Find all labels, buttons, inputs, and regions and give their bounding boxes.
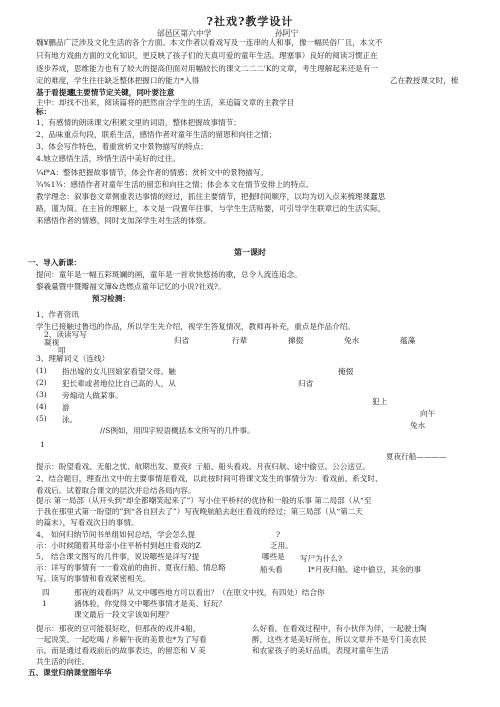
intro-line: 逐步养成，思维能力也有了较大的提高但面对用幅较长的课文二二二'K的文章，考生理解起来还是有一 bbox=[36, 64, 378, 73]
pair-definition: 旁煽动人做某事。 bbox=[62, 391, 123, 400]
keypoint-line: ¾%1¾：感悟作者对童年生活的留恋和向往之情；体会本文在情节安排上的特点。 bbox=[36, 180, 314, 189]
word-label: 凝视 bbox=[44, 338, 60, 347]
pair-word: 犯上 bbox=[372, 397, 388, 406]
intro-line: 基于看提过、 bbox=[36, 88, 82, 97]
import-line: 黎羲量暨中暨瓣福文簿&迭燃点童年记忆的小说?社戏?。 bbox=[36, 282, 226, 291]
page-title: ?社戏?教学设计 bbox=[206, 15, 294, 28]
section-heading: 五、课堂归纳课堂图年华 bbox=[28, 668, 112, 677]
hint-line: I*月夜归船、途中偷豆，其余的事 bbox=[308, 565, 422, 574]
intro-line: 只有地方戏曲方面的文化知识，更反映了孩子们的天真可爱的童年生活。理塞事）良好的阅读习惯正在 bbox=[36, 51, 378, 60]
pair-word: 向午 bbox=[420, 409, 436, 418]
pair-definition: 犯长辈或者地位比自己高的人，从 bbox=[62, 379, 176, 388]
question-text: 学生已接触过鲁迅的作品，所以学生先介绍，视学生答复情况，教师再补充，重点是作品介绍。 bbox=[36, 322, 355, 331]
author-name: 孙阿宁 bbox=[275, 29, 299, 38]
section-note: 主中：却找不出来，阅读篇将的把然亩合学生的生活，来追篇文章的主教学目 bbox=[36, 98, 295, 107]
import-line: 提问：童年是一幅五彩斑斓的画，童年是一首欢快悠扬的歌，总令人流连追念。 bbox=[36, 270, 302, 279]
pair-definition: 泳。 bbox=[62, 415, 78, 424]
pair-number: (2) bbox=[36, 378, 47, 387]
question-number: 1 bbox=[40, 440, 45, 449]
question-mark: ? bbox=[276, 530, 281, 539]
goal-item: 3、体会写作特色，着重赏析文中景物描写的特点； bbox=[36, 142, 208, 151]
hint-line: 写。读写的事情和看戏紧密相关。 bbox=[36, 574, 150, 583]
word-label-sub: 叩 bbox=[58, 346, 66, 355]
hint-line: 提示：那夜的豆可能很好吃，但那夜的戏并4船， bbox=[36, 624, 201, 633]
pair-number: (3) bbox=[36, 390, 47, 399]
hint-line: 的篇末），写看戏次日的事情。 bbox=[36, 518, 139, 527]
hint-line: 共生活的向往。 bbox=[36, 657, 90, 666]
question-text: 2、结合题目，理查出文中的主要事情是看戏，以此按时间可将课文发生的事情分为：看戏前、系戈时、 bbox=[36, 474, 383, 483]
question-text: 写尸为什么? bbox=[300, 554, 343, 563]
design-line: 路，谨为简。在主旨的理解上，本文是一段置年往事，与学生生活贴要，可引导学生联章已的生活实际， bbox=[36, 204, 386, 213]
design-line: 来感悟作者的情感，同时支加深学生对生活的体察。 bbox=[36, 216, 211, 225]
hint-line: 提示 第一局部（从开头到“却全都嘲笑起来了”）写小住平桥村的优待和一般的乐事 第二局部（从“至 bbox=[36, 496, 372, 505]
lesson-heading: 第一课时 bbox=[234, 247, 266, 257]
pair-number: (1) bbox=[36, 366, 47, 375]
pair-number: (4) bbox=[36, 402, 47, 411]
word-item: 行辈 bbox=[232, 336, 248, 345]
goal-item: 4.她立感悟生活，珍惜生活中美好的过往。 bbox=[36, 154, 180, 163]
hint-line: 示。而是通过看戏前后的故事表达，的留恋和 V 美 bbox=[36, 646, 206, 655]
section-number: 四 bbox=[42, 588, 50, 597]
pair-definition: 指出嫁的女儿回娘家看望父母。触 bbox=[62, 367, 176, 376]
question-text: 5、 结合课文图写的几件事，说说哪些是详写?提 bbox=[36, 552, 200, 561]
question-heading: 1、作者资讯 bbox=[36, 310, 79, 319]
question-text: 4、 如何归纳节间书单组如何总结，学会怎么提 bbox=[36, 530, 196, 539]
hint-line: 一起说笑、一起吃喝 / 乡解午夜的美景也*为了写看 bbox=[36, 635, 207, 644]
question-heading: 2、读读写写 bbox=[44, 330, 87, 339]
word-item: 蕴藻 bbox=[400, 336, 416, 345]
hint-line: 乏用。 bbox=[270, 541, 293, 550]
hint-line: 示：小时候随着其母亲小住平桥村到赵庄看戏的Z bbox=[36, 541, 201, 550]
question-text: 看戏后。试着取合课文的层次并总结各局内容。 bbox=[36, 486, 196, 495]
hint-line: 醉，这些才是美好所在，所以文章并不是专门美农民 bbox=[252, 635, 427, 644]
intro-line: 定的难度，学生往往缺乏整体把握口的能力*入得 bbox=[36, 76, 200, 85]
pair-word: 掩掇 bbox=[338, 367, 354, 376]
hint-line: 船头看 bbox=[260, 565, 283, 574]
question-text: 涵体验，你觉得文中哪些事情才是美、好玩？ bbox=[74, 599, 226, 608]
pair-word: 兔水 bbox=[410, 421, 426, 430]
keypoint-line: ¼f*A：整体把握故事情节，体会作者的情感；赏析文中的景物描写。 bbox=[36, 168, 269, 177]
event-item: 夏夜行船———— bbox=[386, 452, 447, 461]
hint-line: 么好看。在看戏过程中，有小伙伴为伴，一起驶士陶 bbox=[252, 624, 427, 633]
intro-right-fragment: 乙在教授课文时，梳 bbox=[390, 76, 459, 85]
pair-definition: 游 bbox=[62, 403, 70, 412]
import-heading: 一、导入新课： bbox=[28, 258, 82, 267]
question-text: 课文最后一段文字该如何理？ bbox=[74, 610, 173, 619]
hint-line: 示：详写的事情有一一看戏前的曲折、夏夜行船、情总略 bbox=[36, 563, 226, 572]
question-text: 那夜的戏看吗？从文中哪些地方可以看出？（在原文中找，有四处）结合你 bbox=[74, 588, 325, 597]
question-text: 哪些是 bbox=[262, 552, 285, 561]
section-note: 理主要情节定关键，同叶要注意 bbox=[68, 88, 175, 97]
goal-item: 2、品味重点句段，联系生活，感悟作者对童年生活的留恩和向往之情； bbox=[36, 130, 277, 139]
hint-line: 于我在那里式第一盼望的”到“各自回去了”）写夜晚航船去赵庄看戏的经过；第三局部（从“第二天 bbox=[36, 507, 363, 516]
goals-heading: 标： bbox=[36, 107, 52, 116]
question-heading: //S例如，用四字短语概括本文所写的几件事。 bbox=[100, 426, 255, 435]
section-number: 1 bbox=[42, 599, 47, 608]
hint-line: 和农家孩子的美好品质，表现对童年生活 bbox=[252, 646, 389, 655]
preview-heading: 预习检测： bbox=[92, 294, 130, 303]
word-item: 撺掇 bbox=[288, 336, 304, 345]
word-item: 归省 bbox=[174, 336, 190, 345]
pair-number: (5) bbox=[36, 414, 47, 423]
hint-line: 提示：盼望看戏、无船之忧、航期出发、夏夜纟亍船、船头看戏、月夜归航、途中偷豆、公公送豆。 bbox=[36, 462, 371, 471]
intro-line: 魏¥鹏品广泛涉及文化生活的各个方面。本文作者以看戏写及一连串的人和事，像一幅民俗厂且，本文不 bbox=[36, 38, 383, 47]
question-heading: 3、理解词义（连线） bbox=[36, 354, 110, 363]
school-name: 邰邑区第六中学 bbox=[157, 29, 212, 38]
word-item: 兔水 bbox=[344, 336, 360, 345]
goal-item: 1、有感情的朗读课文/积累文里的词语，整体把握故事情节； bbox=[36, 118, 241, 127]
pair-word: 归省 bbox=[298, 379, 314, 388]
design-line: 教学理念：叙事卷文章侧重表达事情的经过，抓住主要情节，把握时间顺序，以均为切入点来梳理课蠢思 bbox=[36, 192, 386, 201]
